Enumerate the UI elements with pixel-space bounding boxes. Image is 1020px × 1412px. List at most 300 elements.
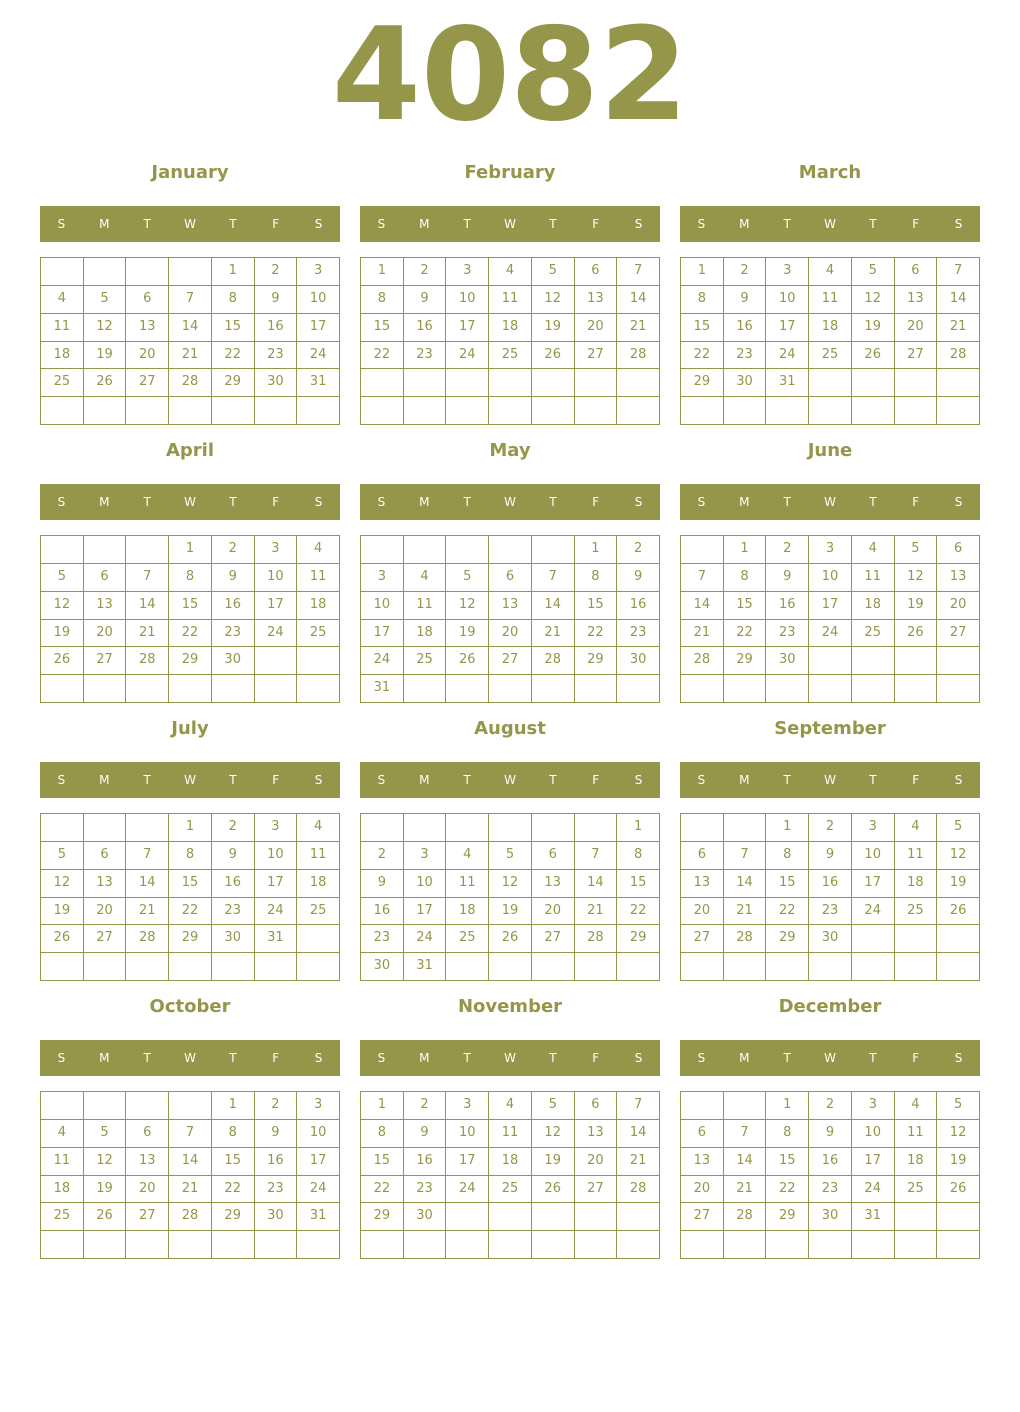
weekday-header <box>40 484 340 520</box>
day-cell: 15 <box>617 870 660 898</box>
day-cell: 3 <box>766 258 809 286</box>
day-cell <box>169 1231 212 1259</box>
day-cell <box>41 258 84 286</box>
day-cell: 29 <box>724 647 767 675</box>
day-cell: 9 <box>212 842 255 870</box>
day-cell: 27 <box>937 620 980 648</box>
day-cell: 28 <box>681 647 724 675</box>
day-cell <box>446 397 489 425</box>
day-cell: 16 <box>724 314 767 342</box>
day-cell: 8 <box>169 842 212 870</box>
day-cell <box>724 675 767 703</box>
day-cell: 14 <box>617 286 660 314</box>
day-cell: 25 <box>297 620 340 648</box>
day-cell <box>404 397 447 425</box>
day-cell: 20 <box>126 342 169 370</box>
day-cell: 7 <box>575 842 618 870</box>
day-cell: 15 <box>575 592 618 620</box>
day-cell: 25 <box>446 925 489 953</box>
day-cell <box>809 953 852 981</box>
day-cell: 26 <box>41 647 84 675</box>
day-cell: 27 <box>681 925 724 953</box>
day-cell: 19 <box>489 898 532 926</box>
day-cell: 23 <box>212 898 255 926</box>
day-cell: 14 <box>575 870 618 898</box>
weekday-label: T <box>549 773 557 787</box>
weekday-label: S <box>57 773 66 787</box>
day-cell: 15 <box>724 592 767 620</box>
day-cell <box>681 397 724 425</box>
day-cell <box>937 369 980 397</box>
day-cell <box>126 1092 169 1120</box>
day-cell: 8 <box>724 564 767 592</box>
day-cell <box>212 1231 255 1259</box>
day-cell: 30 <box>809 1203 852 1231</box>
weekday-label: T <box>229 217 237 231</box>
day-cell: 24 <box>297 342 340 370</box>
day-cell: 10 <box>766 286 809 314</box>
day-grid <box>360 813 660 981</box>
day-cell: 17 <box>255 592 298 620</box>
day-cell <box>895 647 938 675</box>
day-cell: 3 <box>446 258 489 286</box>
day-cell: 8 <box>766 1120 809 1148</box>
day-cell: 26 <box>446 647 489 675</box>
month-name: September <box>774 718 886 739</box>
day-cell: 15 <box>361 1148 404 1176</box>
day-cell: 9 <box>212 564 255 592</box>
weekday-label: F <box>912 495 920 509</box>
day-cell: 11 <box>297 564 340 592</box>
day-cell: 7 <box>724 842 767 870</box>
day-cell: 13 <box>84 592 127 620</box>
weekday-label: M <box>739 773 750 787</box>
day-cell: 17 <box>852 870 895 898</box>
day-cell: 27 <box>681 1203 724 1231</box>
day-cell: 27 <box>895 342 938 370</box>
weekday-label: W <box>504 1051 516 1065</box>
day-cell <box>809 1231 852 1259</box>
day-cell <box>937 953 980 981</box>
day-cell <box>489 814 532 842</box>
weekday-label: W <box>504 495 516 509</box>
day-cell: 29 <box>617 925 660 953</box>
day-cell: 8 <box>766 842 809 870</box>
day-cell: 31 <box>297 369 340 397</box>
month-name: August <box>474 718 546 739</box>
day-cell: 29 <box>766 925 809 953</box>
day-cell <box>724 397 767 425</box>
day-cell: 5 <box>937 1092 980 1120</box>
day-cell: 7 <box>126 842 169 870</box>
day-cell: 18 <box>852 592 895 620</box>
day-cell: 17 <box>255 870 298 898</box>
day-cell: 15 <box>766 870 809 898</box>
day-cell <box>617 953 660 981</box>
day-cell <box>446 369 489 397</box>
day-cell: 12 <box>41 592 84 620</box>
weekday-label: M <box>739 495 750 509</box>
day-cell: 5 <box>852 258 895 286</box>
weekday-label: S <box>57 495 66 509</box>
day-cell: 9 <box>404 1120 447 1148</box>
weekday-label: W <box>824 217 836 231</box>
day-cell: 9 <box>724 286 767 314</box>
day-cell: 10 <box>809 564 852 592</box>
day-cell: 23 <box>255 1176 298 1204</box>
day-cell <box>41 953 84 981</box>
day-cell <box>895 953 938 981</box>
day-cell: 10 <box>404 870 447 898</box>
day-cell <box>895 397 938 425</box>
day-cell: 18 <box>41 342 84 370</box>
weekday-label: S <box>57 217 66 231</box>
day-grid <box>680 535 980 703</box>
day-cell <box>575 397 618 425</box>
day-cell <box>126 814 169 842</box>
weekday-label: W <box>504 217 516 231</box>
weekday-label: F <box>912 1051 920 1065</box>
day-cell: 10 <box>446 286 489 314</box>
month-name: May <box>489 440 531 461</box>
day-grid <box>360 257 660 425</box>
day-cell <box>852 925 895 953</box>
day-cell <box>404 369 447 397</box>
day-cell: 28 <box>724 925 767 953</box>
day-cell <box>937 397 980 425</box>
day-cell <box>446 953 489 981</box>
day-cell <box>809 675 852 703</box>
day-cell: 30 <box>724 369 767 397</box>
day-cell: 21 <box>532 620 575 648</box>
day-cell: 21 <box>937 314 980 342</box>
day-cell: 1 <box>575 536 618 564</box>
day-cell: 26 <box>532 342 575 370</box>
day-grid <box>360 1091 660 1259</box>
day-cell: 26 <box>895 620 938 648</box>
day-cell <box>212 397 255 425</box>
weekday-label: M <box>739 217 750 231</box>
day-cell: 5 <box>489 842 532 870</box>
day-cell <box>297 675 340 703</box>
day-cell: 17 <box>766 314 809 342</box>
day-cell: 30 <box>212 647 255 675</box>
day-cell: 30 <box>361 953 404 981</box>
day-cell: 4 <box>446 842 489 870</box>
day-cell <box>809 647 852 675</box>
day-cell: 26 <box>937 898 980 926</box>
day-cell <box>895 369 938 397</box>
day-cell: 26 <box>532 1176 575 1204</box>
weekday-label: T <box>463 1051 471 1065</box>
day-cell: 18 <box>404 620 447 648</box>
day-grid <box>680 1091 980 1259</box>
weekday-label: M <box>739 1051 750 1065</box>
day-cell <box>532 369 575 397</box>
day-cell <box>41 814 84 842</box>
day-cell: 19 <box>446 620 489 648</box>
day-cell: 27 <box>84 647 127 675</box>
day-cell: 23 <box>404 1176 447 1204</box>
day-cell: 21 <box>126 620 169 648</box>
day-cell: 3 <box>297 258 340 286</box>
day-cell: 7 <box>126 564 169 592</box>
day-cell: 1 <box>361 258 404 286</box>
day-cell: 19 <box>852 314 895 342</box>
day-cell <box>169 675 212 703</box>
day-cell: 18 <box>41 1176 84 1204</box>
day-cell: 11 <box>41 1148 84 1176</box>
day-cell: 30 <box>404 1203 447 1231</box>
day-cell: 22 <box>681 342 724 370</box>
day-cell: 25 <box>809 342 852 370</box>
day-cell: 2 <box>255 1092 298 1120</box>
day-cell: 28 <box>617 342 660 370</box>
day-cell: 15 <box>212 314 255 342</box>
day-cell: 16 <box>809 1148 852 1176</box>
day-cell: 17 <box>297 1148 340 1176</box>
day-cell: 11 <box>489 286 532 314</box>
weekday-header <box>360 484 660 520</box>
day-cell: 28 <box>575 925 618 953</box>
day-cell: 4 <box>489 258 532 286</box>
day-cell <box>575 1231 618 1259</box>
day-cell: 5 <box>937 814 980 842</box>
day-cell: 29 <box>169 647 212 675</box>
day-cell: 10 <box>297 1120 340 1148</box>
day-cell <box>766 675 809 703</box>
weekday-label: S <box>377 495 386 509</box>
day-cell <box>212 953 255 981</box>
day-cell <box>766 953 809 981</box>
weekday-label: T <box>549 217 557 231</box>
day-cell: 26 <box>41 925 84 953</box>
day-cell: 17 <box>809 592 852 620</box>
day-cell: 18 <box>809 314 852 342</box>
day-cell: 12 <box>937 842 980 870</box>
day-cell <box>852 953 895 981</box>
day-cell: 13 <box>489 592 532 620</box>
weekday-label: M <box>419 773 430 787</box>
day-cell: 6 <box>489 564 532 592</box>
weekday-header <box>40 1040 340 1076</box>
day-cell <box>84 675 127 703</box>
day-cell <box>126 397 169 425</box>
month-name: April <box>165 440 215 461</box>
day-cell: 16 <box>617 592 660 620</box>
day-cell: 3 <box>404 842 447 870</box>
day-cell <box>169 258 212 286</box>
weekday-label: F <box>592 773 600 787</box>
day-cell: 8 <box>212 1120 255 1148</box>
day-cell: 7 <box>681 564 724 592</box>
day-cell: 28 <box>724 1203 767 1231</box>
day-cell <box>41 675 84 703</box>
day-grid <box>680 813 980 981</box>
weekday-label: W <box>504 773 516 787</box>
day-cell: 17 <box>446 1148 489 1176</box>
day-cell: 14 <box>126 592 169 620</box>
day-cell: 18 <box>489 1148 532 1176</box>
weekday-label: F <box>272 495 280 509</box>
day-cell: 9 <box>255 1120 298 1148</box>
day-cell: 21 <box>681 620 724 648</box>
weekday-label: T <box>463 217 471 231</box>
day-cell: 2 <box>212 536 255 564</box>
day-cell: 19 <box>937 870 980 898</box>
day-cell: 5 <box>446 564 489 592</box>
day-cell <box>446 536 489 564</box>
weekday-label: M <box>99 495 110 509</box>
day-cell <box>532 397 575 425</box>
day-cell <box>84 1092 127 1120</box>
month-name: February <box>464 162 556 183</box>
day-cell: 2 <box>809 814 852 842</box>
day-cell: 1 <box>169 814 212 842</box>
day-cell <box>852 647 895 675</box>
day-cell: 14 <box>724 870 767 898</box>
day-cell <box>937 925 980 953</box>
day-cell: 2 <box>255 258 298 286</box>
day-cell: 29 <box>575 647 618 675</box>
day-cell <box>255 675 298 703</box>
day-cell: 19 <box>41 620 84 648</box>
day-cell: 12 <box>489 870 532 898</box>
day-cell: 5 <box>41 564 84 592</box>
day-cell: 6 <box>575 258 618 286</box>
day-cell: 27 <box>489 647 532 675</box>
day-cell: 1 <box>361 1092 404 1120</box>
day-cell <box>681 536 724 564</box>
day-cell <box>41 1231 84 1259</box>
day-cell <box>724 1092 767 1120</box>
day-cell <box>361 397 404 425</box>
day-cell: 31 <box>361 675 404 703</box>
day-cell <box>766 1231 809 1259</box>
day-cell: 7 <box>617 1092 660 1120</box>
day-cell <box>617 1203 660 1231</box>
day-cell: 10 <box>255 564 298 592</box>
day-cell: 22 <box>212 1176 255 1204</box>
day-cell <box>169 1092 212 1120</box>
weekday-label: T <box>463 773 471 787</box>
day-cell <box>532 953 575 981</box>
day-cell: 3 <box>361 564 404 592</box>
day-cell: 17 <box>361 620 404 648</box>
day-cell: 26 <box>84 369 127 397</box>
day-cell: 30 <box>809 925 852 953</box>
day-cell: 5 <box>41 842 84 870</box>
day-cell <box>489 397 532 425</box>
day-cell <box>404 536 447 564</box>
day-cell: 22 <box>361 1176 404 1204</box>
day-cell: 9 <box>255 286 298 314</box>
day-cell: 20 <box>532 898 575 926</box>
day-cell: 21 <box>617 314 660 342</box>
day-cell: 16 <box>212 592 255 620</box>
day-cell <box>575 369 618 397</box>
day-cell <box>532 814 575 842</box>
day-cell: 3 <box>809 536 852 564</box>
day-cell: 23 <box>724 342 767 370</box>
day-cell <box>617 369 660 397</box>
weekday-label: S <box>57 1051 66 1065</box>
day-cell: 30 <box>766 647 809 675</box>
day-cell <box>617 675 660 703</box>
weekday-label: T <box>229 495 237 509</box>
day-cell: 6 <box>84 564 127 592</box>
day-cell: 21 <box>169 342 212 370</box>
day-grid <box>360 535 660 703</box>
day-cell <box>937 1203 980 1231</box>
weekday-label: F <box>592 1051 600 1065</box>
day-cell: 29 <box>361 1203 404 1231</box>
day-cell: 4 <box>489 1092 532 1120</box>
day-cell: 31 <box>766 369 809 397</box>
weekday-label: T <box>783 773 791 787</box>
weekday-label: T <box>783 217 791 231</box>
day-cell: 6 <box>681 842 724 870</box>
weekday-label: T <box>869 773 877 787</box>
day-cell <box>937 675 980 703</box>
day-cell: 25 <box>404 647 447 675</box>
day-cell: 16 <box>255 314 298 342</box>
day-cell: 7 <box>937 258 980 286</box>
day-cell: 24 <box>297 1176 340 1204</box>
day-cell: 1 <box>724 536 767 564</box>
day-cell: 1 <box>617 814 660 842</box>
day-cell: 22 <box>169 898 212 926</box>
weekday-label: T <box>463 495 471 509</box>
day-cell <box>126 1231 169 1259</box>
day-cell: 9 <box>766 564 809 592</box>
day-cell <box>681 675 724 703</box>
day-cell <box>617 1231 660 1259</box>
day-cell: 8 <box>361 1120 404 1148</box>
day-cell <box>532 1231 575 1259</box>
day-cell: 15 <box>766 1148 809 1176</box>
day-cell <box>895 925 938 953</box>
day-cell <box>852 369 895 397</box>
day-cell: 25 <box>41 369 84 397</box>
day-cell: 25 <box>297 898 340 926</box>
day-cell: 29 <box>169 925 212 953</box>
weekday-label: S <box>697 217 706 231</box>
day-cell: 27 <box>126 1203 169 1231</box>
month-name: January <box>151 162 229 183</box>
weekday-label: S <box>377 1051 386 1065</box>
day-cell: 29 <box>212 1203 255 1231</box>
day-cell: 16 <box>766 592 809 620</box>
day-cell: 28 <box>169 1203 212 1231</box>
weekday-label: F <box>272 217 280 231</box>
weekday-header <box>680 206 980 242</box>
day-cell: 12 <box>532 1120 575 1148</box>
day-cell <box>575 814 618 842</box>
day-cell: 22 <box>724 620 767 648</box>
weekday-label: T <box>549 495 557 509</box>
weekday-label: T <box>143 1051 151 1065</box>
day-cell: 1 <box>681 258 724 286</box>
day-cell: 12 <box>41 870 84 898</box>
weekday-label: S <box>954 773 963 787</box>
weekday-label: F <box>592 217 600 231</box>
weekday-label: S <box>697 495 706 509</box>
day-cell: 13 <box>575 286 618 314</box>
day-cell: 4 <box>404 564 447 592</box>
day-cell <box>361 1231 404 1259</box>
day-cell: 25 <box>895 1176 938 1204</box>
